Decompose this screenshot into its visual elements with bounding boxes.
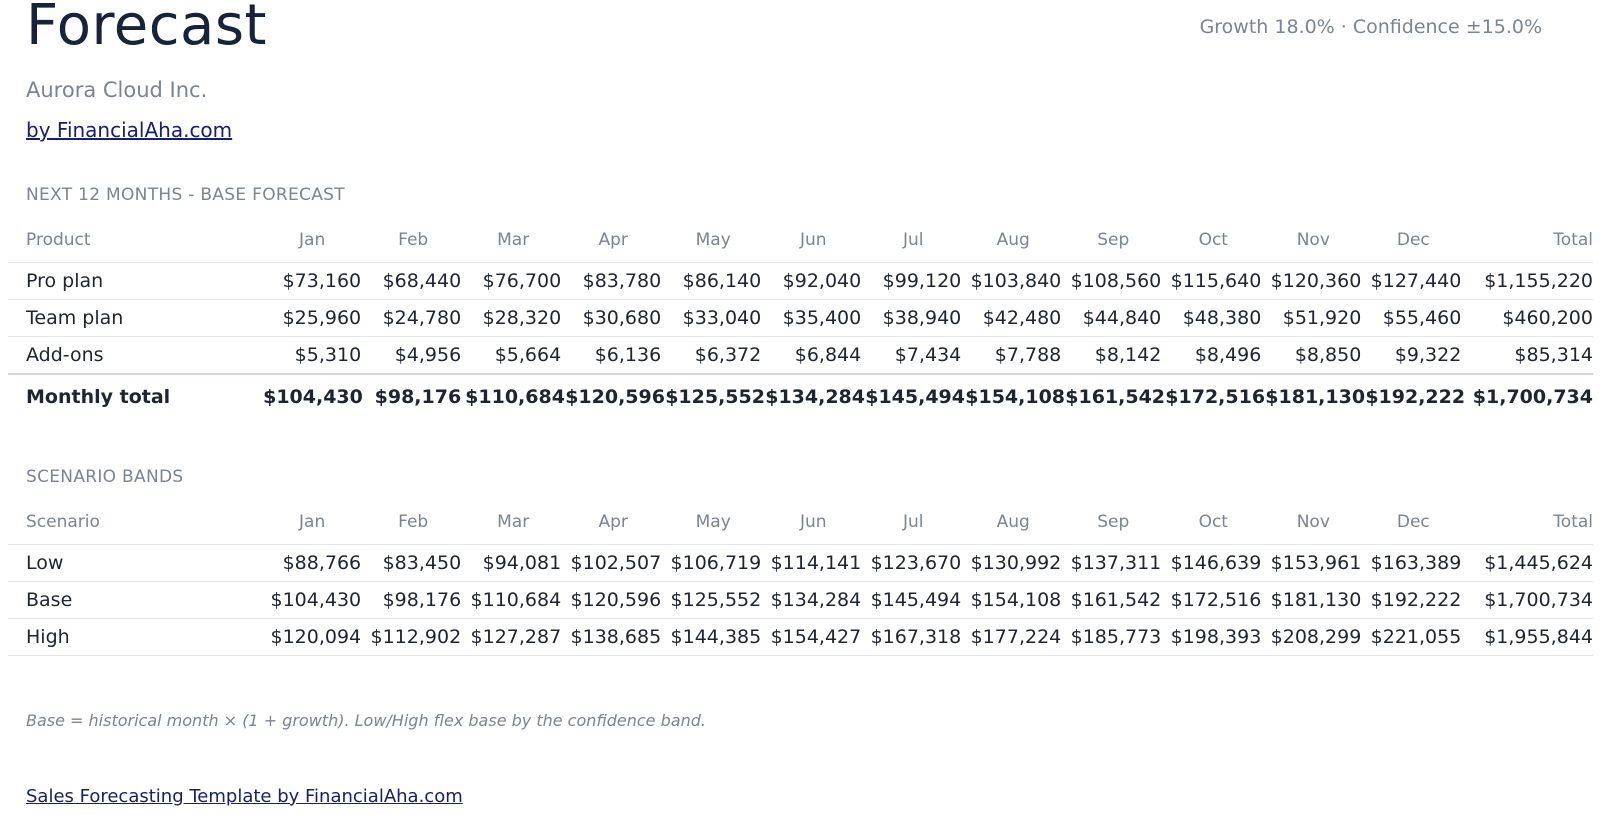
table-cell: $4,956 xyxy=(363,337,463,375)
table-cell: $42,480 xyxy=(963,300,1063,337)
total-cell: $110,684 xyxy=(463,374,563,419)
forecast-header-row xyxy=(8,218,1593,263)
table-cell: $76,700 xyxy=(463,263,563,300)
table-cell: $8,850 xyxy=(1263,337,1363,375)
table-cell: $137,311 xyxy=(1063,545,1163,582)
table-cell: $44,840 xyxy=(1063,300,1163,337)
column-header: May xyxy=(695,230,731,250)
table-cell: $7,788 xyxy=(963,337,1063,375)
table-cell: $6,372 xyxy=(663,337,763,375)
column-header: Apr xyxy=(598,230,628,250)
table-cell: $112,902 xyxy=(363,619,463,656)
row-label: Team plan xyxy=(8,300,261,337)
table-cell: $161,542 xyxy=(1063,582,1163,619)
table-cell: $120,596 xyxy=(563,582,663,619)
table-cell: $181,130 xyxy=(1263,582,1363,619)
scenario-header-row xyxy=(8,500,1593,545)
table-cell: $8,496 xyxy=(1163,337,1263,375)
row-total: $460,200 xyxy=(1463,300,1593,337)
total-cell: $104,430 xyxy=(261,374,363,419)
table-cell: $106,719 xyxy=(663,545,763,582)
row-label: Pro plan xyxy=(8,263,261,300)
total-cell: $145,494 xyxy=(863,374,963,419)
grand-total-cell: $1,700,734 xyxy=(1463,374,1593,419)
row-label: Low xyxy=(8,545,261,582)
table-row xyxy=(8,263,1593,300)
total-cell: $154,108 xyxy=(963,374,1063,419)
column-header: Aug xyxy=(996,230,1030,250)
table-cell: $138,685 xyxy=(563,619,663,656)
column-header: Jul xyxy=(902,512,924,532)
table-cell: $102,507 xyxy=(563,545,663,582)
column-header: Nov xyxy=(1296,230,1330,250)
table-cell: $48,380 xyxy=(1163,300,1263,337)
total-row-label: Monthly total xyxy=(8,374,261,419)
total-cell: $120,596 xyxy=(563,374,663,419)
table-cell: $38,940 xyxy=(863,300,963,337)
row-label: Add-ons xyxy=(8,337,261,375)
table-cell: $120,360 xyxy=(1263,263,1363,300)
column-header: Jun xyxy=(799,230,827,250)
table-cell: $114,141 xyxy=(763,545,863,582)
scenario-section-label: SCENARIO BANDS xyxy=(26,467,184,487)
methodology-note: Base = historical month × (1 + growth). Low/High flex base by the confidence band. xyxy=(26,711,706,730)
table-cell: $125,552 xyxy=(663,582,763,619)
table-cell: $28,320 xyxy=(463,300,563,337)
table-cell: $145,494 xyxy=(863,582,963,619)
table-cell: $108,560 xyxy=(1063,263,1163,300)
table-cell: $120,094 xyxy=(261,619,363,656)
column-header: Feb xyxy=(398,512,429,532)
table-cell: $88,766 xyxy=(261,545,363,582)
column-header: Apr xyxy=(598,512,628,532)
table-row xyxy=(8,619,1593,656)
table-cell: $55,460 xyxy=(1363,300,1463,337)
byline-link[interactable]: by FinancialAha.com xyxy=(26,118,233,142)
table-cell: $198,393 xyxy=(1163,619,1263,656)
forecast-section-label: NEXT 12 MONTHS - BASE FORECAST xyxy=(26,185,345,205)
column-header: Jan xyxy=(299,230,326,250)
scenario-table xyxy=(8,500,1593,656)
table-cell: $103,840 xyxy=(963,263,1063,300)
forecast-table xyxy=(8,218,1593,419)
table-cell: $154,108 xyxy=(963,582,1063,619)
column-header: Mar xyxy=(497,230,530,250)
row-total: $1,155,220 xyxy=(1463,263,1593,300)
table-cell: $7,434 xyxy=(863,337,963,375)
table-cell: $35,400 xyxy=(763,300,863,337)
column-header: Oct xyxy=(1198,230,1228,250)
column-header: Dec xyxy=(1396,512,1430,532)
table-cell: $8,142 xyxy=(1063,337,1163,375)
table-cell: $177,224 xyxy=(963,619,1063,656)
table-row xyxy=(8,545,1593,582)
table-cell: $24,780 xyxy=(363,300,463,337)
page-title: Forecast xyxy=(26,0,267,58)
column-header-total: Total xyxy=(1553,230,1593,250)
table-cell: $98,176 xyxy=(363,582,463,619)
column-header: Dec xyxy=(1396,230,1430,250)
table-row xyxy=(8,582,1593,619)
monthly-total-row xyxy=(8,374,1593,419)
column-header-total: Total xyxy=(1553,512,1593,532)
total-cell: $134,284 xyxy=(763,374,863,419)
column-header: Sep xyxy=(1097,512,1130,532)
table-cell: $33,040 xyxy=(663,300,763,337)
table-cell: $154,427 xyxy=(763,619,863,656)
growth-confidence-summary: Growth 18.0% · Confidence ±15.0% xyxy=(1199,16,1542,38)
table-cell: $185,773 xyxy=(1063,619,1163,656)
table-cell: $127,287 xyxy=(463,619,563,656)
column-header: Jan xyxy=(299,512,326,532)
table-cell: $144,385 xyxy=(663,619,763,656)
table-cell: $167,318 xyxy=(863,619,963,656)
table-cell: $192,222 xyxy=(1363,582,1463,619)
total-cell: $192,222 xyxy=(1363,374,1463,419)
row-total: $1,700,734 xyxy=(1463,582,1593,619)
table-cell: $83,780 xyxy=(563,263,663,300)
column-header: Mar xyxy=(497,512,530,532)
table-cell: $83,450 xyxy=(363,545,463,582)
row-total: $1,445,624 xyxy=(1463,545,1593,582)
total-cell: $125,552 xyxy=(663,374,763,419)
row-total: $1,955,844 xyxy=(1463,619,1593,656)
table-cell: $130,992 xyxy=(963,545,1063,582)
column-header: Product xyxy=(26,230,91,250)
column-header: Jun xyxy=(799,512,827,532)
table-cell: $5,664 xyxy=(463,337,563,375)
table-cell: $30,680 xyxy=(563,300,663,337)
column-header: Sep xyxy=(1097,230,1130,250)
column-header: Jul xyxy=(902,230,924,250)
table-cell: $99,120 xyxy=(863,263,963,300)
table-cell: $163,389 xyxy=(1363,545,1463,582)
company-name: Aurora Cloud Inc. xyxy=(26,78,208,102)
column-header: Feb xyxy=(398,230,429,250)
table-cell: $208,299 xyxy=(1263,619,1363,656)
table-cell: $127,440 xyxy=(1363,263,1463,300)
table-cell: $146,639 xyxy=(1163,545,1263,582)
table-cell: $5,310 xyxy=(261,337,363,375)
table-cell: $25,960 xyxy=(261,300,363,337)
table-cell: $134,284 xyxy=(763,582,863,619)
row-total: $85,314 xyxy=(1463,337,1593,375)
table-cell: $68,440 xyxy=(363,263,463,300)
table-cell: $104,430 xyxy=(261,582,363,619)
table-cell: $221,055 xyxy=(1363,619,1463,656)
table-cell: $92,040 xyxy=(763,263,863,300)
table-cell: $153,961 xyxy=(1263,545,1363,582)
row-label: Base xyxy=(8,582,261,619)
table-cell: $51,920 xyxy=(1263,300,1363,337)
table-cell: $9,322 xyxy=(1363,337,1463,375)
column-header: Scenario xyxy=(26,512,100,532)
table-cell: $110,684 xyxy=(463,582,563,619)
table-cell: $115,640 xyxy=(1163,263,1263,300)
column-header: May xyxy=(695,512,731,532)
column-header: Aug xyxy=(996,512,1030,532)
table-row xyxy=(8,300,1593,337)
footer-link[interactable]: Sales Forecasting Template by FinancialAha.com xyxy=(26,786,463,807)
total-cell: $98,176 xyxy=(363,374,463,419)
table-cell: $6,844 xyxy=(763,337,863,375)
table-cell: $73,160 xyxy=(261,263,363,300)
table-cell: $123,670 xyxy=(863,545,963,582)
table-cell: $86,140 xyxy=(663,263,763,300)
total-cell: $181,130 xyxy=(1263,374,1363,419)
table-cell: $94,081 xyxy=(463,545,563,582)
column-header: Oct xyxy=(1198,512,1228,532)
column-header: Nov xyxy=(1296,512,1330,532)
total-cell: $172,516 xyxy=(1163,374,1263,419)
table-cell: $6,136 xyxy=(563,337,663,375)
table-row xyxy=(8,337,1593,375)
row-label: High xyxy=(8,619,261,656)
table-cell: $172,516 xyxy=(1163,582,1263,619)
total-cell: $161,542 xyxy=(1063,374,1163,419)
